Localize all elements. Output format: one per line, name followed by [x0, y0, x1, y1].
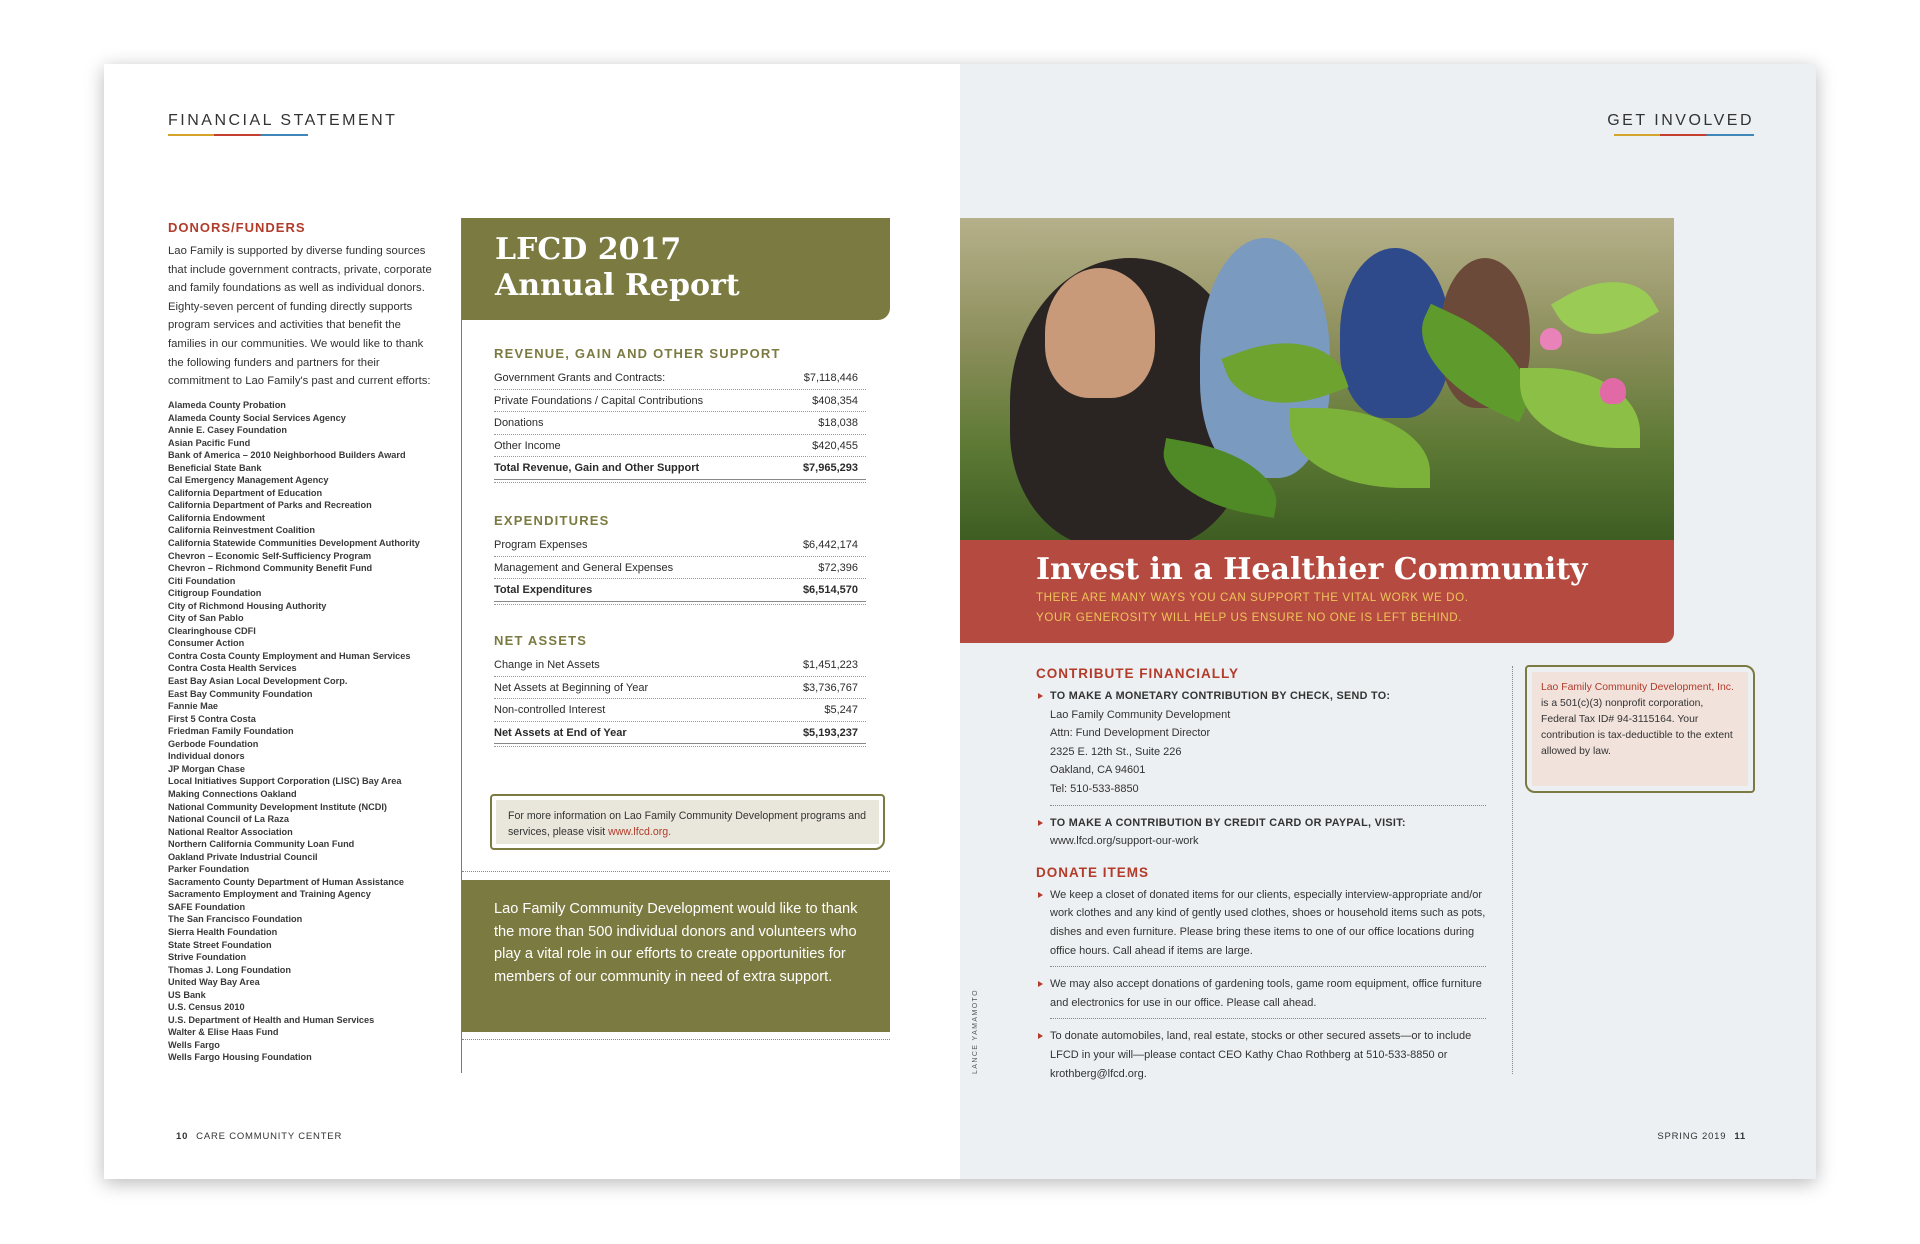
address-line: Tel: 510-533-8850 — [1050, 782, 1139, 795]
donor-item: Alameda County Social Services Agency — [168, 412, 346, 423]
donor-item: Alameda County Probation — [168, 400, 286, 410]
donor-item: Contra Costa County Employment and Human Services — [168, 650, 411, 661]
donor-item: First 5 Contra Costa — [168, 713, 256, 724]
photo-leaf — [1290, 408, 1430, 488]
revenue-heading: REVENUE, GAIN AND OTHER SUPPORT — [494, 346, 781, 361]
donor-item: Fannie Mae — [168, 701, 219, 712]
banner-subtitle-1: THERE ARE MANY WAYS YOU CAN SUPPORT THE VITAL WORK WE DO. — [1036, 591, 1469, 604]
donor-item: Chevron – Richmond Community Benefit Fund — [168, 563, 373, 574]
donor-item: Sacramento Employment and Training Agency — [168, 889, 371, 900]
table-row — [494, 412, 866, 435]
support-url[interactable]: www.lfcd.org/support-our-work — [1050, 835, 1199, 848]
donor-item: Consumer Action — [168, 638, 245, 649]
thanks-box: Lao Family Community Development would like to thank the more than 500 individual donors and volunteers who play a vital role in our efforts to create opportunities for members of our community in need of extra support. — [462, 880, 890, 1032]
donor-item: Friedman Family Foundation — [168, 726, 294, 737]
more-info-box — [490, 794, 885, 850]
left-page — [104, 64, 960, 1179]
donor-item: Citi Foundation — [168, 575, 236, 586]
donor-item: U.S. Census 2010 — [168, 1002, 245, 1013]
donor-item: Beneficial State Bank — [168, 462, 262, 473]
donor-item: California Endowment — [168, 512, 265, 523]
donor-item: Parker Foundation — [168, 864, 250, 875]
folio-right-text: SPRING 2019 — [1657, 1131, 1727, 1142]
table-row — [494, 435, 866, 458]
donor-item: Thomas J. Long Foundation — [168, 964, 291, 975]
donor-item: National Realtor Association — [168, 826, 293, 837]
donor-item: Citigroup Foundation — [168, 588, 262, 599]
expenditures-table — [494, 534, 866, 602]
row-label: Donations — [494, 417, 544, 430]
row-value: $6,442,174 — [802, 539, 858, 551]
annual-report-title-box — [462, 218, 890, 320]
donate-item: To donate automobiles, land, real estate, stocks or other secured assets—or to include LFCD in your will—please contact CEO Kathy Chao Rothberg at 510-533-8850 or krothberg@lfcd.org. — [1036, 1027, 1486, 1083]
donor-item: State Street Foundation — [168, 939, 272, 950]
garden-photo — [960, 218, 1674, 540]
table-row — [494, 677, 866, 700]
donor-item: Sacramento County Department of Human Assistance — [168, 876, 405, 887]
photo-credit: LANCE YAMAMOTO — [972, 989, 979, 1074]
tax-note-box — [1525, 665, 1755, 793]
contribute-heading: CONTRIBUTE FINANCIALLY — [1036, 666, 1239, 681]
donor-item: City of San Pablo — [168, 613, 244, 624]
divider — [1050, 966, 1486, 967]
row-label: Non-controlled Interest — [494, 704, 606, 717]
tax-note-org: Lao Family Community Development, Inc. — [1541, 682, 1734, 693]
page-number-right: 11 — [1734, 1131, 1746, 1142]
donor-item: Clearinghouse CDFI — [168, 625, 256, 636]
row-label: Net Assets at End of Year — [494, 726, 627, 739]
website-link[interactable]: www.lfcd.org. — [608, 826, 672, 838]
donors-heading: DONORS/FUNDERS — [168, 220, 306, 235]
row-value: $1,451,223 — [802, 659, 858, 671]
report-title-line2: Annual Report — [495, 268, 740, 303]
donors-intro: Lao Family is supported by diverse funding sources that include government contracts, private, corporate and family foundations as well as individual donors. Eighty-seven percent of funding directly supports program services and activities that benefit the families in our communities. We would like to thank the following funders and partners for their commitment to Lao Family's past and current efforts: — [168, 245, 432, 388]
donor-item: National Council of La Raza — [168, 814, 289, 825]
donor-item: Cal Emergency Management Agency — [168, 475, 329, 486]
row-label: Private Foundations / Capital Contributions — [494, 394, 704, 407]
donate-heading: DONATE ITEMS — [1036, 864, 1149, 880]
donor-item: California Statewide Communities Development Authority — [168, 538, 420, 549]
table-row — [494, 367, 866, 390]
folio-right — [1657, 1131, 1754, 1142]
donate-item: We may also accept donations of gardening tools, game room equipment, office furniture and electronics for use in our office. Please call ahead. — [1036, 975, 1486, 1012]
right-page — [960, 64, 1816, 1179]
donor-item: Gerbode Foundation — [168, 738, 259, 749]
column-divider — [1512, 666, 1513, 1074]
row-label: Management and General Expenses — [494, 561, 674, 574]
table-row — [494, 390, 866, 413]
row-value: $5,247 — [824, 704, 858, 717]
donate-item: We keep a closet of donated items for our clients, especially interview-appropriate and/or work clothes and any kind of gently used clothes, shoes or household items such as pots, dishes and even furniture. Please bring these items to one of our office locations during office hours. Call ahead if items are large. — [1036, 886, 1486, 960]
row-value: $6,514,570 — [802, 584, 858, 597]
invest-banner — [960, 540, 1674, 643]
donor-item: Wells Fargo — [168, 1039, 220, 1050]
section-label-get-involved: GET INVOLVED — [1607, 112, 1754, 129]
donor-item: East Bay Community Foundation — [168, 688, 313, 699]
table-total-row — [494, 579, 866, 602]
annual-report-column — [461, 218, 889, 1073]
net-assets-table — [494, 654, 866, 744]
row-value: $72,396 — [818, 561, 858, 574]
table-row — [494, 534, 866, 557]
address-line: 2325 E. 12th St., Suite 226 — [1050, 745, 1182, 758]
donor-item: California Department of Education — [168, 487, 323, 498]
donor-item: Sierra Health Foundation — [168, 926, 278, 937]
divider — [1050, 805, 1486, 806]
contribute-column — [1036, 666, 1486, 1083]
table-total-row — [494, 457, 866, 480]
donor-item: JP Morgan Chase — [168, 763, 245, 774]
donor-item: Bank of America – 2010 Neighborhood Builders Award — [168, 450, 406, 461]
donor-item: Chevron – Economic Self-Sufficiency Program — [168, 550, 372, 561]
row-label: Government Grants and Contracts: — [494, 372, 666, 384]
donor-item: Individual donors — [168, 751, 245, 762]
page-number-left: 10 — [176, 1131, 189, 1142]
banner-title: Invest in a Healthier Community — [1036, 552, 1588, 587]
photo-face — [1045, 268, 1155, 398]
row-value: $408,354 — [812, 394, 858, 407]
magazine-spread — [104, 64, 1816, 1179]
donor-item: City of Richmond Housing Authority — [168, 600, 327, 611]
row-label: Net Assets at Beginning of Year — [494, 681, 649, 694]
donor-item: U.S. Department of Health and Human Services — [168, 1014, 375, 1025]
donor-item: Walter & Elise Haas Fund — [168, 1027, 279, 1038]
address-line: Oakland, CA 94601 — [1050, 764, 1146, 777]
row-value: $7,118,446 — [803, 372, 858, 384]
address-line: Lao Family Community Development — [1050, 708, 1231, 721]
donor-item: Wells Fargo Housing Foundation — [168, 1052, 312, 1063]
photo-leaf — [1520, 368, 1640, 448]
donor-item: SAFE Foundation — [168, 901, 246, 912]
photo-leaf — [1551, 260, 1659, 357]
table-row — [494, 699, 866, 722]
row-value: $7,965,293 — [802, 462, 858, 475]
check-caption: TO MAKE A MONETARY CONTRIBUTION BY CHECK, SEND TO: — [1050, 690, 1391, 702]
table-row — [494, 654, 866, 677]
donor-item: East Bay Asian Local Development Corp. — [168, 676, 348, 687]
donor-item: Local Initiatives Support Corporation (LISC) Bay Area — [168, 776, 402, 787]
row-label: Other Income — [494, 439, 561, 452]
donor-item: United Way Bay Area — [168, 977, 260, 988]
donors-list — [168, 399, 458, 1064]
row-label: Total Expenditures — [494, 584, 593, 597]
divider — [1050, 1018, 1486, 1019]
row-value: $5,193,237 — [802, 726, 858, 739]
donor-item: Contra Costa Health Services — [168, 663, 297, 674]
photo-flower — [1540, 328, 1562, 350]
row-label: Total Revenue, Gain and Other Support — [494, 462, 700, 475]
card-caption: TO MAKE A CONTRIBUTION BY CREDIT CARD OR PAYPAL, VISIT: — [1050, 816, 1406, 829]
row-label: Program Expenses — [494, 539, 588, 551]
donor-item: California Reinvestment Coalition — [168, 525, 316, 536]
donor-item: California Department of Parks and Recreation — [168, 500, 372, 511]
donor-item: Annie E. Casey Foundation — [168, 425, 287, 436]
donor-item: Asian Pacific Fund — [168, 437, 251, 448]
row-value: $3,736,767 — [802, 681, 858, 694]
section-label-financial: FINANCIAL STATEMENT — [168, 112, 398, 129]
report-title-line1: LFCD 2017 — [495, 232, 682, 267]
net-assets-heading: NET ASSETS — [494, 633, 588, 648]
donor-item: Oakland Private Industrial Council — [168, 851, 318, 862]
row-value: $420,455 — [812, 439, 858, 452]
photo-flower — [1600, 378, 1626, 404]
donor-item: The San Francisco Foundation — [168, 914, 303, 925]
card-item — [1036, 814, 1486, 851]
donor-item: National Community Development Institute (NCDI) — [168, 801, 387, 812]
revenue-table — [494, 367, 866, 480]
banner-subtitle-2: YOUR GENEROSITY WILL HELP US ENSURE NO ONE IS LEFT BEHIND. — [1036, 611, 1463, 624]
donor-item: US Bank — [168, 989, 206, 1000]
folio-left — [168, 1131, 342, 1142]
donor-item: Northern California Community Loan Fund — [168, 839, 355, 850]
folio-left-text: CARE COMMUNITY CENTER — [196, 1131, 343, 1142]
address-line: Attn: Fund Development Director — [1050, 727, 1211, 740]
check-item — [1036, 687, 1486, 799]
table-total-row — [494, 722, 866, 745]
tax-note-text: is a 501(c)(3) nonprofit corporation, Federal Tax ID# 94-3115164. Your contribution is tax-deductible to the extent allowed by law. — [1541, 698, 1733, 757]
row-value: $18,038 — [818, 417, 858, 430]
row-label: Change in Net Assets — [494, 659, 600, 671]
donor-item: Making Connections Oakland — [168, 788, 297, 799]
more-info-text: For more information on Lao Family Community Development programs and services, please visit — [508, 810, 866, 838]
tricolor-rule-right — [1614, 134, 1754, 136]
donor-item: Strive Foundation — [168, 952, 247, 963]
table-row — [494, 557, 866, 580]
tricolor-rule — [168, 134, 308, 136]
expenditures-heading: EXPENDITURES — [494, 513, 610, 528]
